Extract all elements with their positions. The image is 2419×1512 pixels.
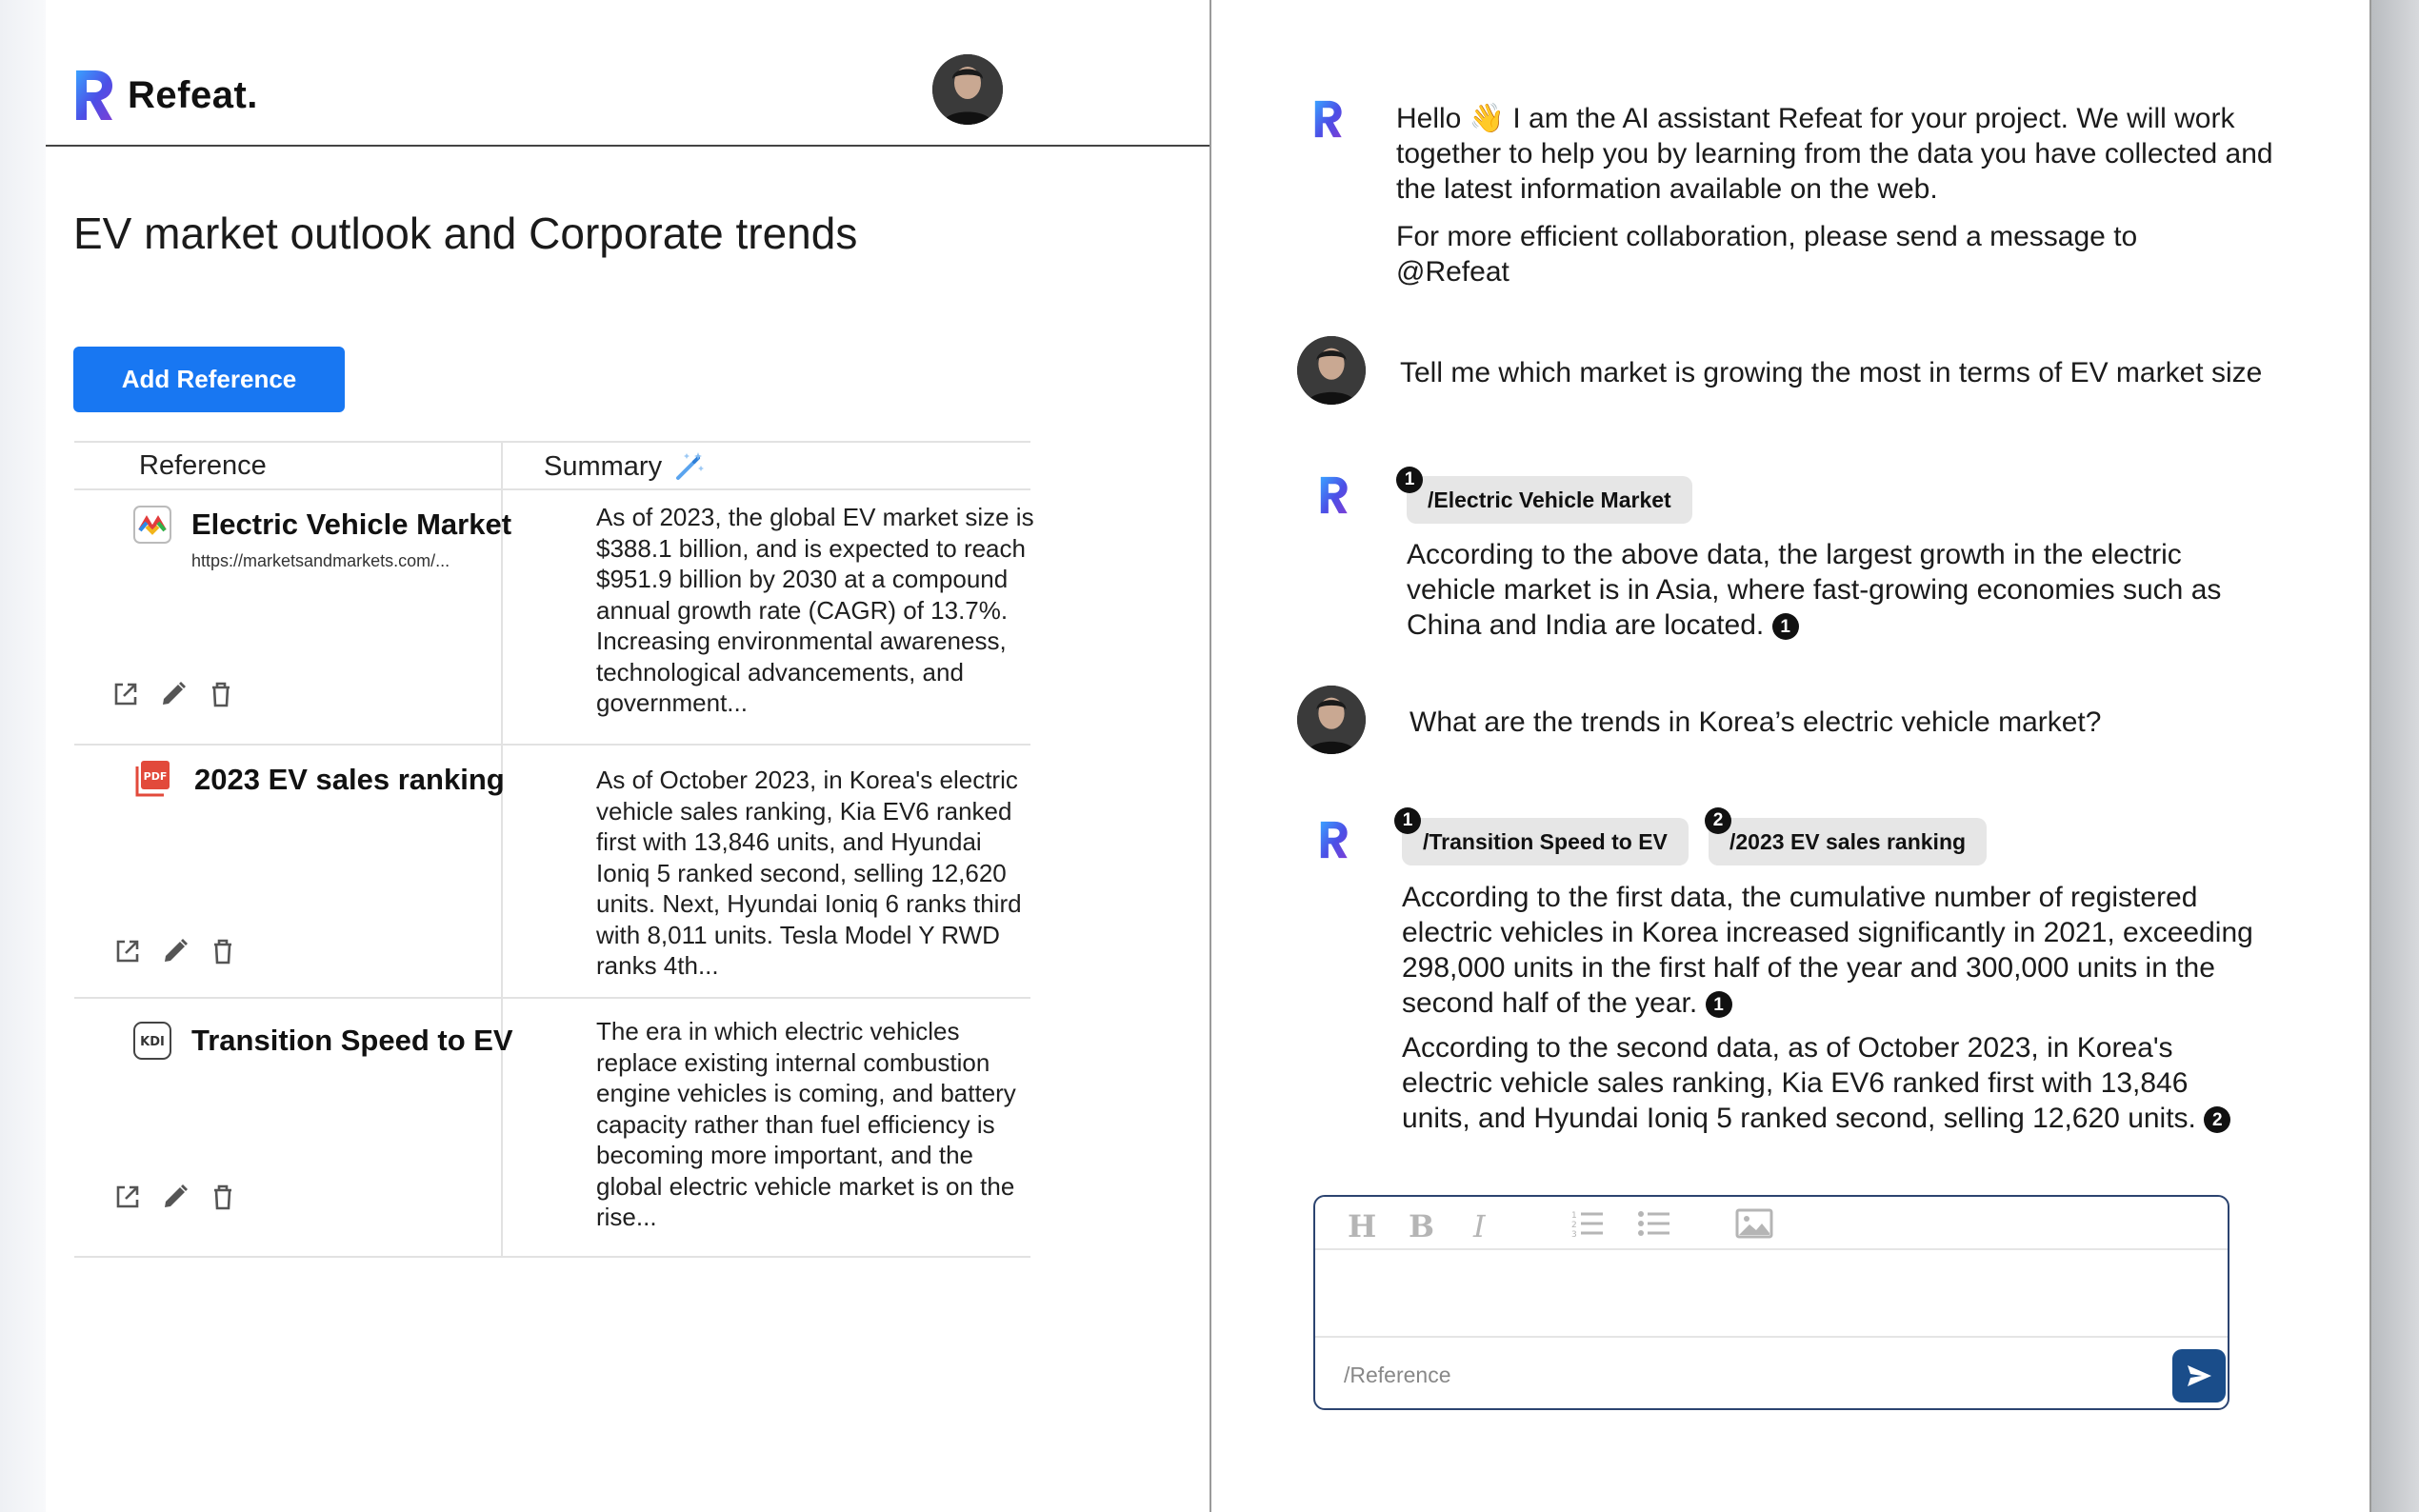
add-reference-button[interactable]: Add Reference <box>73 347 345 412</box>
bullet-list-icon[interactable] <box>1637 1208 1671 1239</box>
magic-wand-icon[interactable] <box>673 450 706 483</box>
citation-badge[interactable]: 2 <box>2204 1106 2230 1133</box>
user-avatar-image <box>932 54 1003 125</box>
reference-chip[interactable] <box>1709 818 1987 865</box>
bot-answer-text: According to the above data, the largest growth in the electric vehicle market is in Asia, where fast-growing economies such as China and India are located. <box>1407 539 2222 641</box>
table-row[interactable] <box>74 999 1030 1258</box>
delete-trash-icon[interactable] <box>208 1182 238 1212</box>
bold-button[interactable]: B <box>1409 1208 1435 1244</box>
refeat-bot-logo-icon <box>1310 98 1345 140</box>
row-title[interactable]: 2023 EV sales ranking <box>194 763 505 796</box>
user-avatar <box>1297 686 1366 754</box>
send-button[interactable] <box>2172 1349 2226 1403</box>
kdi-logo-icon <box>133 1022 171 1060</box>
left-background-strip <box>0 0 46 1512</box>
editor-toolbar <box>1315 1197 2228 1250</box>
header-reference: Reference <box>139 450 267 481</box>
bot-answer-text: According to the second data, as of October 2023, in Korea's electric vehicle sales ranking, Kia EV6 ranked first with 13,846 units, and Hyundai Ioniq 5 ranked second, selling 12,620 units. <box>1402 1032 2196 1134</box>
user-message: What are the trends in Korea’s electric vehicle market? <box>1409 706 2102 738</box>
header-divider <box>46 145 1210 147</box>
editor-text-area[interactable] <box>1315 1250 2228 1338</box>
citation-badge[interactable]: 1 <box>1772 613 1799 640</box>
svg-text:3: 3 <box>1571 1230 1577 1239</box>
user-avatar-image <box>1297 686 1366 754</box>
citation-badge: 1 <box>1394 807 1421 834</box>
svg-text:PDF: PDF <box>143 770 168 783</box>
edit-pencil-icon[interactable] <box>160 1182 190 1212</box>
reference-chip[interactable] <box>1402 818 1689 865</box>
bot-answer <box>1402 880 2259 1021</box>
row-summary: The era in which electric vehicles replace existing internal combustion engine vehicles is coming, and battery capacity rather than fuel efficiency is becoming more important, and the global electric vehicle market is on the rise... <box>596 1017 1016 1231</box>
row-summary: As of 2023, the global EV market size is $388.1 billion, and is expected to reach $951.9 billion by 2030 at a compound annual growth rate (CAGR) of 13.7%. Increasing environmental awareness, technological advancements, and government... <box>596 503 1034 717</box>
refeat-bot-logo-icon <box>1316 474 1350 516</box>
row-title[interactable]: Electric Vehicle Market <box>191 507 512 541</box>
open-external-icon[interactable] <box>110 679 141 709</box>
row-summary: As of October 2023, in Korea's electric vehicle sales ranking, Kia EV6 ranked first with 13,846 units, and Hyundai Ioniq 5 ranked second, selling 12,620 units. Next, Hyundai Ioniq 6 ranks third with 8,011 units. Tesla Model Y RWD ranks 4th... <box>596 766 1022 980</box>
user-avatar[interactable] <box>932 54 1003 125</box>
user-avatar <box>1297 336 1366 405</box>
row-title[interactable]: Transition Speed to EV <box>191 1024 513 1057</box>
reference-input[interactable] <box>1344 1359 2125 1391</box>
image-insert-icon[interactable] <box>1735 1208 1773 1239</box>
heading-button[interactable]: H <box>1348 1208 1377 1244</box>
table-header <box>74 441 1030 490</box>
bot-answer-text: According to the first data, the cumulative number of registered electric vehicles in Korea increased significantly in 2021, exceeding 298,000 units in the first half of the year and 300,000 units in the second half of the year. <box>1402 882 2253 1019</box>
reference-chip[interactable] <box>1407 476 1692 524</box>
bot-intro-message-2: For more efficient collaboration, please send a message to @Refeat <box>1396 221 2138 288</box>
open-external-icon[interactable] <box>112 1182 143 1212</box>
svg-text:1: 1 <box>1571 1211 1577 1221</box>
row-actions <box>112 1182 238 1212</box>
bot-answer <box>1402 1030 2259 1136</box>
svg-text:2: 2 <box>1571 1221 1577 1230</box>
italic-button[interactable]: I <box>1473 1208 1486 1244</box>
bot-intro-message: Hello 👋 I am the AI assistant Refeat for your project. We will work together to help you by learning from the data you have collected and the latest information available on the web. <box>1396 103 2273 205</box>
edit-pencil-icon[interactable] <box>158 679 189 709</box>
reference-chip-label: /Transition Speed to EV <box>1423 828 1668 854</box>
refeat-logo-icon <box>72 67 114 124</box>
row-url[interactable]: https://marketsandmarkets.com/... <box>191 551 450 570</box>
reference-table <box>74 441 1030 490</box>
message-editor <box>1313 1195 2229 1410</box>
svg-text:KDI: KDI <box>140 1035 165 1049</box>
numbered-list-icon[interactable] <box>1570 1208 1605 1239</box>
delete-trash-icon[interactable] <box>206 679 236 709</box>
citation-badge: 1 <box>1396 467 1423 493</box>
brand-name: Refeat. <box>128 73 258 116</box>
refeat-bot-logo-icon <box>1316 819 1350 861</box>
table-row[interactable] <box>74 490 1034 746</box>
page-title: EV market outlook and Corporate trends <box>73 209 858 258</box>
citation-badge[interactable]: 1 <box>1706 991 1732 1018</box>
bot-answer <box>1407 537 2245 643</box>
user-message: Tell me which market is growing the most in terms of EV market size <box>1400 357 2263 388</box>
edit-pencil-icon[interactable] <box>160 936 190 966</box>
open-external-icon[interactable] <box>112 936 143 966</box>
header-summary <box>544 450 706 483</box>
send-icon <box>2172 1349 2226 1403</box>
citation-badge: 2 <box>1705 807 1731 834</box>
delete-trash-icon[interactable] <box>208 936 238 966</box>
header-summary-label: Summary <box>544 450 663 482</box>
brand[interactable] <box>72 67 258 124</box>
row-actions <box>110 679 236 709</box>
row-actions <box>112 936 238 966</box>
reference-chip-label: /2023 EV sales ranking <box>1729 828 1967 854</box>
user-avatar-image <box>1297 336 1366 405</box>
reference-chip-label: /Electric Vehicle Market <box>1428 487 1671 512</box>
table-row[interactable] <box>74 746 1030 999</box>
marketsandmarkets-logo-icon <box>133 506 171 544</box>
pdf-icon <box>133 759 171 797</box>
right-edge-shadow <box>2371 0 2419 1512</box>
